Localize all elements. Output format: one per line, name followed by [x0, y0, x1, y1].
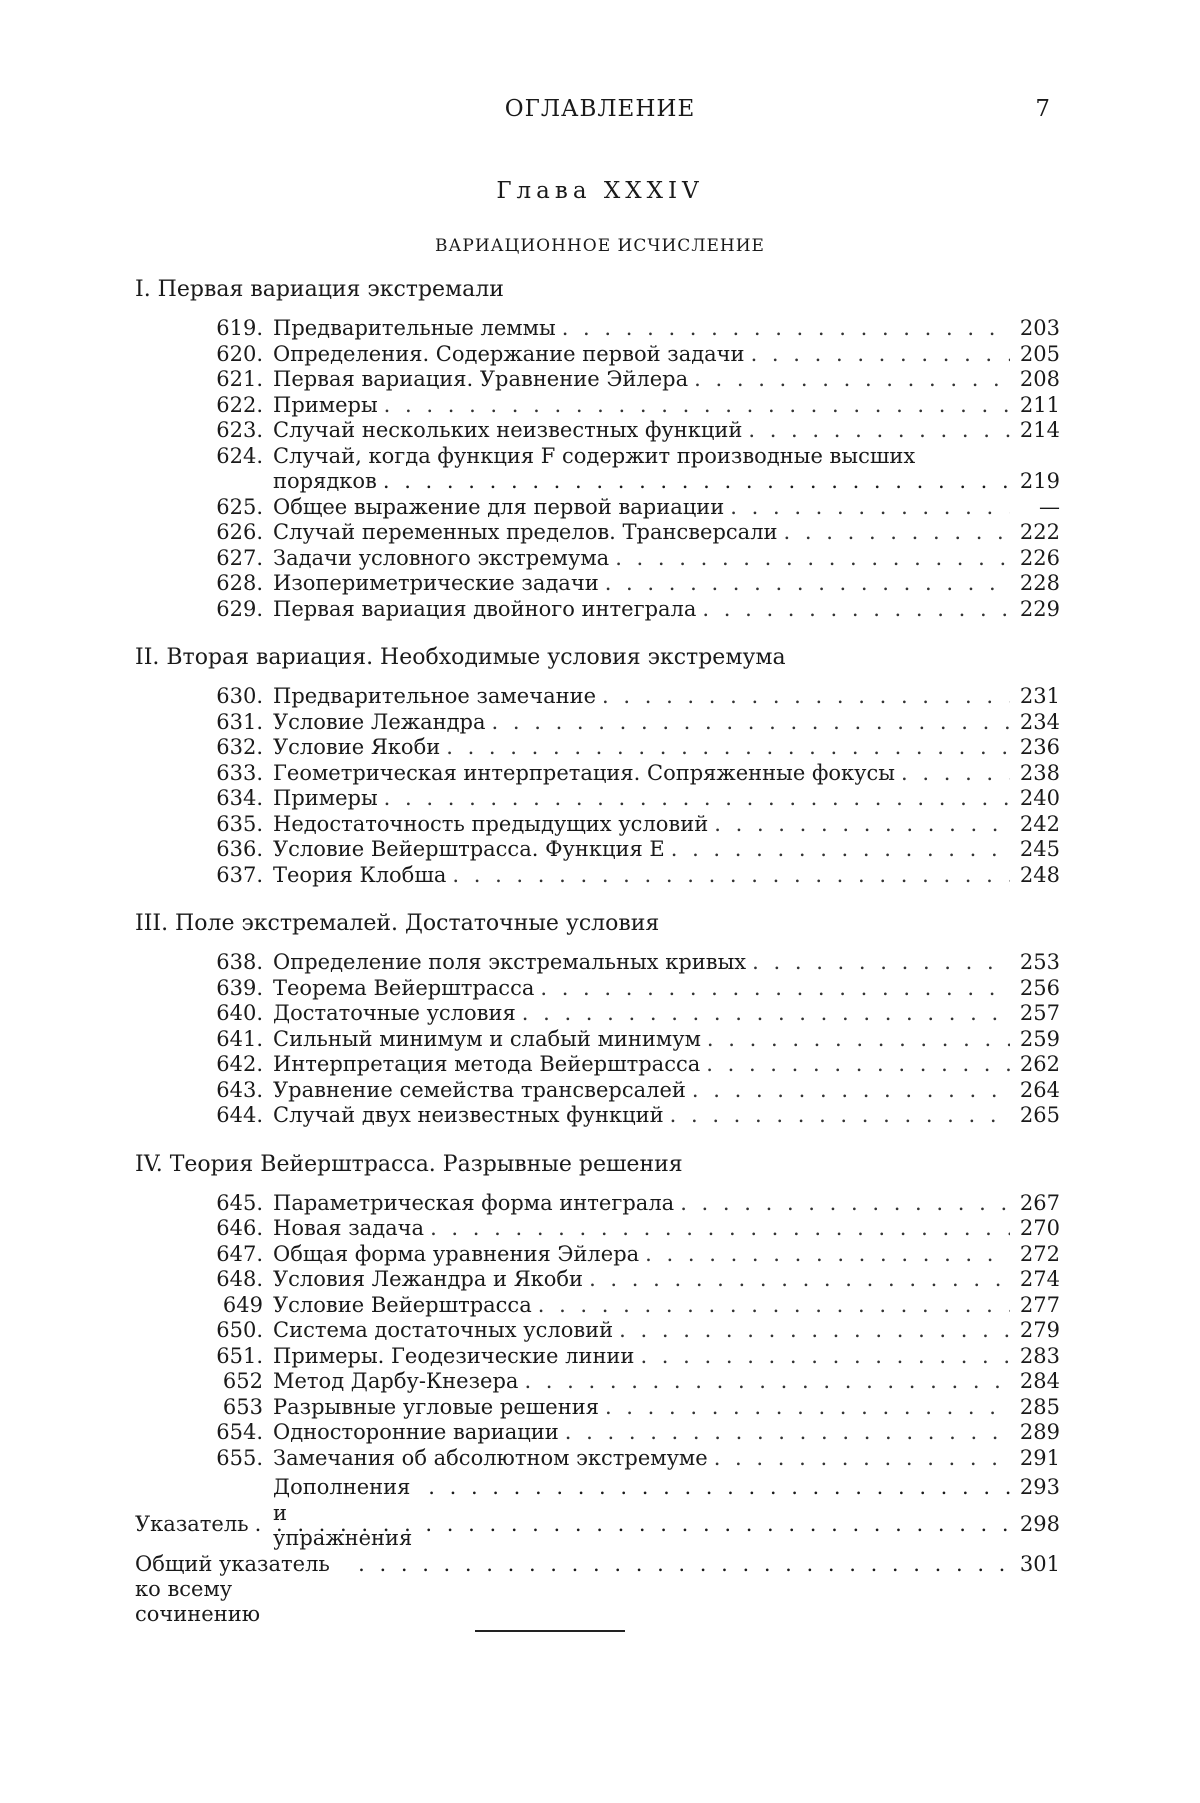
entry-title: Дополнения и упражнения — [273, 1475, 413, 1550]
toc-entry[interactable] — [135, 367, 1060, 393]
entry-number: 628. — [216, 571, 263, 595]
running-title: ОГЛАВЛЕНИЕ — [504, 96, 696, 122]
backmatter-title: Указатель — [135, 1512, 249, 1536]
dot-leader — [901, 761, 1010, 787]
dot-leader — [645, 1242, 1010, 1268]
entry-title: Случай двух неизвестных функций — [273, 1103, 664, 1127]
entry-page: 262 — [1019, 1052, 1060, 1076]
entry-number: 622. — [216, 392, 263, 417]
entry-title: Условия Лежандра и Якоби — [273, 1267, 584, 1291]
entry-number: 621. — [216, 367, 263, 391]
dot-leader — [384, 786, 1010, 812]
entry-number: 626. — [216, 520, 263, 544]
entry-page: 214 — [1019, 418, 1060, 442]
entry-page: 284 — [1019, 1369, 1060, 1393]
entry-number: 623. — [216, 418, 263, 442]
toc-entry[interactable] — [135, 1369, 1060, 1395]
toc-section — [135, 274, 1060, 622]
entry-number: 633. — [216, 760, 263, 785]
entry-page: 256 — [1019, 975, 1060, 1000]
dot-leader — [702, 597, 1010, 623]
entry-page: 222 — [1019, 520, 1060, 544]
entry-page: — — [1039, 494, 1060, 519]
toc-entry[interactable] — [135, 1395, 1060, 1421]
entry-title: Теорема Вейерштрасса — [273, 975, 535, 1000]
entry-number: 631. — [216, 709, 263, 734]
toc-entry[interactable] — [135, 571, 1060, 597]
backmatter-title: Общий указатель ко всему сочинению — [135, 1552, 330, 1626]
dot-leader — [522, 1001, 1010, 1027]
dot-leader — [492, 710, 1010, 736]
entry-page: 253 — [1019, 950, 1060, 974]
toc-entry[interactable] — [135, 316, 1060, 342]
entry-page: 274 — [1019, 1267, 1060, 1291]
entry-number: 624. — [216, 443, 263, 468]
toc-entry-line — [213, 469, 1060, 495]
chapter-subtitle: ВАРИАЦИОННОЕ ИСЧИСЛЕНИЕ — [435, 236, 765, 256]
entry-page: 226 — [1019, 545, 1060, 570]
entry-number: 619. — [216, 316, 263, 340]
backmatter-entry[interactable] — [135, 1552, 1060, 1626]
toc-entry[interactable] — [135, 342, 1060, 368]
dot-leader — [562, 316, 1010, 342]
dot-leader — [540, 976, 1010, 1002]
entry-number: 637. — [216, 862, 263, 887]
entry-number: 645. — [216, 1190, 263, 1215]
toc-entry[interactable] — [135, 1216, 1060, 1242]
toc-entry[interactable] — [135, 1420, 1060, 1446]
section-title: IV. Теория Вейерштрасса. Разрывные решения — [135, 1151, 683, 1177]
entry-title: Примеры — [273, 392, 378, 417]
entry-page: 242 — [1019, 811, 1060, 836]
entry-title: Теория Клобша — [273, 862, 447, 887]
entry-title: Геометрическая интерпретация. Сопряженные фокусы — [273, 760, 896, 785]
entry-title: Первая вариация. Уравнение Эйлера — [273, 367, 689, 391]
dot-leader — [602, 684, 1010, 710]
toc-entry[interactable] — [135, 837, 1060, 863]
entry-page: 279 — [1019, 1318, 1060, 1342]
backmatter-list — [135, 1512, 1060, 1626]
entry-title: Примеры — [273, 786, 378, 810]
entry-title: Определения. Содержание первой задачи — [273, 341, 745, 366]
chapter-title: Глава XXXIV — [496, 178, 704, 204]
entry-page: 238 — [1019, 760, 1060, 785]
dot-leader — [565, 1420, 1010, 1446]
entry-page: 236 — [1019, 735, 1060, 759]
entry-title: Случай, когда функция F содержит производные высших — [273, 443, 916, 468]
dot-leader — [524, 1369, 1010, 1395]
toc-entry[interactable] — [135, 546, 1060, 572]
dot-leader — [446, 735, 1010, 761]
toc-entry[interactable] — [135, 812, 1060, 838]
dot-leader — [752, 950, 1010, 976]
entry-title: Метод Дарбу-Кнезера — [273, 1369, 519, 1393]
dot-leader — [538, 1293, 1010, 1319]
entry-title-continued: порядков — [273, 469, 377, 493]
toc-entry[interactable] — [135, 761, 1060, 787]
entry-title: Параметрическая форма интеграла — [273, 1190, 675, 1215]
entry-page: 291 — [1019, 1445, 1060, 1470]
dot-leader — [670, 1103, 1010, 1129]
entry-title: Условие Вейерштрасса — [273, 1292, 532, 1317]
entry-number: 655. — [216, 1445, 263, 1470]
toc-entry[interactable] — [135, 1267, 1060, 1293]
entry-number: 642. — [216, 1052, 263, 1076]
entry-number: 649 — [222, 1292, 263, 1317]
toc-entry[interactable] — [135, 1242, 1060, 1268]
entry-title: Интерпретация метода Вейерштрасса — [273, 1052, 701, 1076]
entry-title: Замечания об абсолютном экстремуме — [273, 1445, 708, 1470]
dot-leader — [680, 1191, 1010, 1217]
toc-entry[interactable] — [135, 1027, 1060, 1053]
dot-leader — [730, 495, 1010, 521]
entry-page: 272 — [1019, 1241, 1060, 1266]
entry-number: 634. — [216, 786, 263, 810]
entry-number: 648. — [216, 1267, 263, 1291]
toc-entry[interactable] — [135, 735, 1060, 761]
toc-entry[interactable] — [135, 1446, 1060, 1472]
entry-page: 293 — [1019, 1475, 1060, 1499]
entry-title: Общая форма уравнения Эйлера — [273, 1241, 640, 1266]
entry-page: 231 — [1019, 684, 1060, 708]
dot-leader — [615, 546, 1010, 572]
dot-leader — [748, 418, 1010, 444]
dot-leader — [383, 469, 1010, 495]
toc-entry[interactable] — [135, 418, 1060, 444]
entry-number: 653 — [222, 1394, 263, 1419]
entry-number: 635. — [216, 811, 263, 836]
toc-entry[interactable] — [135, 863, 1060, 889]
toc-section — [135, 642, 1060, 888]
entry-title: Сильный минимум и слабый минимум — [273, 1026, 701, 1051]
backmatter-entry[interactable] — [135, 1512, 1060, 1552]
toc-entry[interactable] — [135, 976, 1060, 1002]
entry-page: 234 — [1019, 709, 1060, 734]
section-title: III. Поле экстремалей. Достаточные условия — [135, 911, 660, 936]
toc-entry[interactable] — [135, 1103, 1060, 1129]
toc-entry[interactable] — [135, 1318, 1060, 1344]
toc-entry[interactable] — [135, 1078, 1060, 1104]
entry-title: Недостаточность предыдущих условий — [273, 811, 709, 836]
entry-title: Односторонние вариации — [273, 1420, 559, 1444]
entry-title: Общее выражение для первой вариации — [273, 494, 725, 519]
dot-leader — [619, 1318, 1010, 1344]
entry-number: 629. — [216, 596, 263, 621]
entry-number: 620. — [216, 341, 263, 366]
entry-page: 270 — [1019, 1216, 1060, 1240]
entry-number: 640. — [216, 1001, 263, 1025]
entry-title: Первая вариация двойного интеграла — [273, 596, 697, 621]
section-title: II. Вторая вариация. Необходимые условия экстремума — [135, 645, 786, 670]
dot-leader — [640, 1344, 1010, 1370]
entry-number: 627. — [216, 545, 263, 570]
entry-page: 203 — [1019, 316, 1060, 340]
entry-number: 644. — [216, 1103, 263, 1127]
end-rule-divider — [475, 1630, 625, 1632]
dot-leader — [255, 1512, 1010, 1552]
running-header — [0, 96, 1200, 132]
entry-page: 257 — [1019, 1001, 1060, 1025]
entry-title: Условие Якоби — [273, 735, 441, 759]
toc-entry[interactable] — [135, 1001, 1060, 1027]
entry-title: Задачи условного экстремума — [273, 545, 610, 570]
dot-leader — [452, 863, 1010, 889]
entry-title: Примеры. Геодезические линии — [273, 1343, 635, 1368]
entry-number: 647. — [216, 1241, 263, 1266]
entry-title: Изопериметрические задачи — [273, 571, 599, 595]
entry-title: Предварительные леммы — [273, 316, 556, 340]
entry-page: 211 — [1019, 392, 1060, 417]
entry-page: 283 — [1019, 1343, 1060, 1368]
backmatter-page: 298 — [1019, 1512, 1060, 1536]
section-title: I. Первая вариация экстремали — [135, 277, 504, 302]
entry-page: 259 — [1019, 1026, 1060, 1051]
entry-number: 652 — [222, 1369, 263, 1393]
entry-page: 245 — [1019, 837, 1060, 861]
entry-page: 265 — [1019, 1103, 1060, 1127]
dot-leader — [706, 1052, 1010, 1078]
toc-section — [135, 1149, 1060, 1552]
dot-leader — [605, 1395, 1010, 1421]
entry-page: 267 — [1019, 1190, 1060, 1215]
dot-leader — [671, 837, 1010, 863]
toc-entry[interactable] — [135, 1344, 1060, 1370]
entry-number: 654. — [216, 1420, 263, 1444]
entry-title: Достаточные условия — [273, 1001, 516, 1025]
entry-page: 228 — [1019, 571, 1060, 595]
backmatter-page: 301 — [1019, 1552, 1060, 1576]
entry-number: 625. — [216, 494, 263, 519]
toc-entry-line — [213, 444, 1060, 470]
dot-leader — [589, 1267, 1010, 1293]
entry-number: 636. — [216, 837, 263, 861]
entry-page: 219 — [1019, 469, 1060, 493]
entry-title: Случай нескольких неизвестных функций — [273, 418, 743, 442]
toc-entry[interactable] — [135, 393, 1060, 419]
entry-page: 240 — [1019, 786, 1060, 810]
entry-page: 289 — [1019, 1420, 1060, 1444]
toc-entry[interactable] — [135, 950, 1060, 976]
toc-entry[interactable] — [135, 1293, 1060, 1319]
dot-leader — [358, 1552, 1010, 1592]
toc-entry[interactable] — [135, 444, 1060, 495]
dot-leader — [784, 520, 1010, 546]
entry-page: 277 — [1019, 1292, 1060, 1317]
entry-title: Разрывные угловые решения — [273, 1394, 599, 1419]
entry-title: Уравнение семейства трансверсалей — [273, 1077, 686, 1102]
page-number: 7 — [1035, 96, 1050, 122]
entry-number: 651. — [216, 1343, 263, 1368]
entry-title: Случай переменных пределов. Трансверсали — [273, 520, 778, 544]
entry-title: Определение поля экстремальных кривых — [273, 950, 747, 974]
toc-entry[interactable] — [135, 786, 1060, 812]
toc-entry[interactable] — [135, 684, 1060, 710]
entry-page: 264 — [1019, 1077, 1060, 1102]
dot-leader — [692, 1078, 1010, 1104]
entry-title: Условие Вейерштрасса. Функция E — [273, 837, 665, 861]
entry-page: 205 — [1019, 341, 1060, 366]
entry-number: 643. — [216, 1077, 263, 1102]
toc-entry[interactable] — [135, 710, 1060, 736]
dot-leader — [714, 812, 1010, 838]
toc-entry[interactable] — [135, 495, 1060, 521]
toc-section — [135, 908, 1060, 1129]
entry-page: 248 — [1019, 862, 1060, 887]
entry-number: 639. — [216, 975, 263, 1000]
toc-entry[interactable] — [135, 597, 1060, 623]
entry-page: 229 — [1019, 596, 1060, 621]
dot-leader — [694, 367, 1010, 393]
dot-leader — [751, 342, 1010, 368]
entry-page: 285 — [1019, 1394, 1060, 1419]
entry-title: Новая задача — [273, 1216, 425, 1240]
entry-title: Система достаточных условий — [273, 1318, 614, 1342]
entry-number: 650. — [216, 1318, 263, 1342]
entry-title: Условие Лежандра — [273, 709, 486, 734]
dot-leader — [384, 393, 1010, 419]
entry-number: 632. — [216, 735, 263, 759]
entry-number: 641. — [216, 1026, 263, 1051]
entry-number: 630. — [216, 684, 263, 708]
dot-leader — [707, 1027, 1010, 1053]
dot-leader — [430, 1216, 1010, 1242]
toc-entry[interactable] — [135, 520, 1060, 546]
toc-entry[interactable] — [135, 1052, 1060, 1078]
entry-page: 208 — [1019, 367, 1060, 391]
entry-number: 638. — [216, 950, 263, 974]
dot-leader — [714, 1446, 1010, 1472]
table-of-contents — [135, 274, 1060, 1552]
entry-number: 646. — [216, 1216, 263, 1240]
dot-leader — [605, 571, 1010, 597]
toc-entry[interactable] — [135, 1191, 1060, 1217]
entry-title: Предварительное замечание — [273, 684, 597, 708]
